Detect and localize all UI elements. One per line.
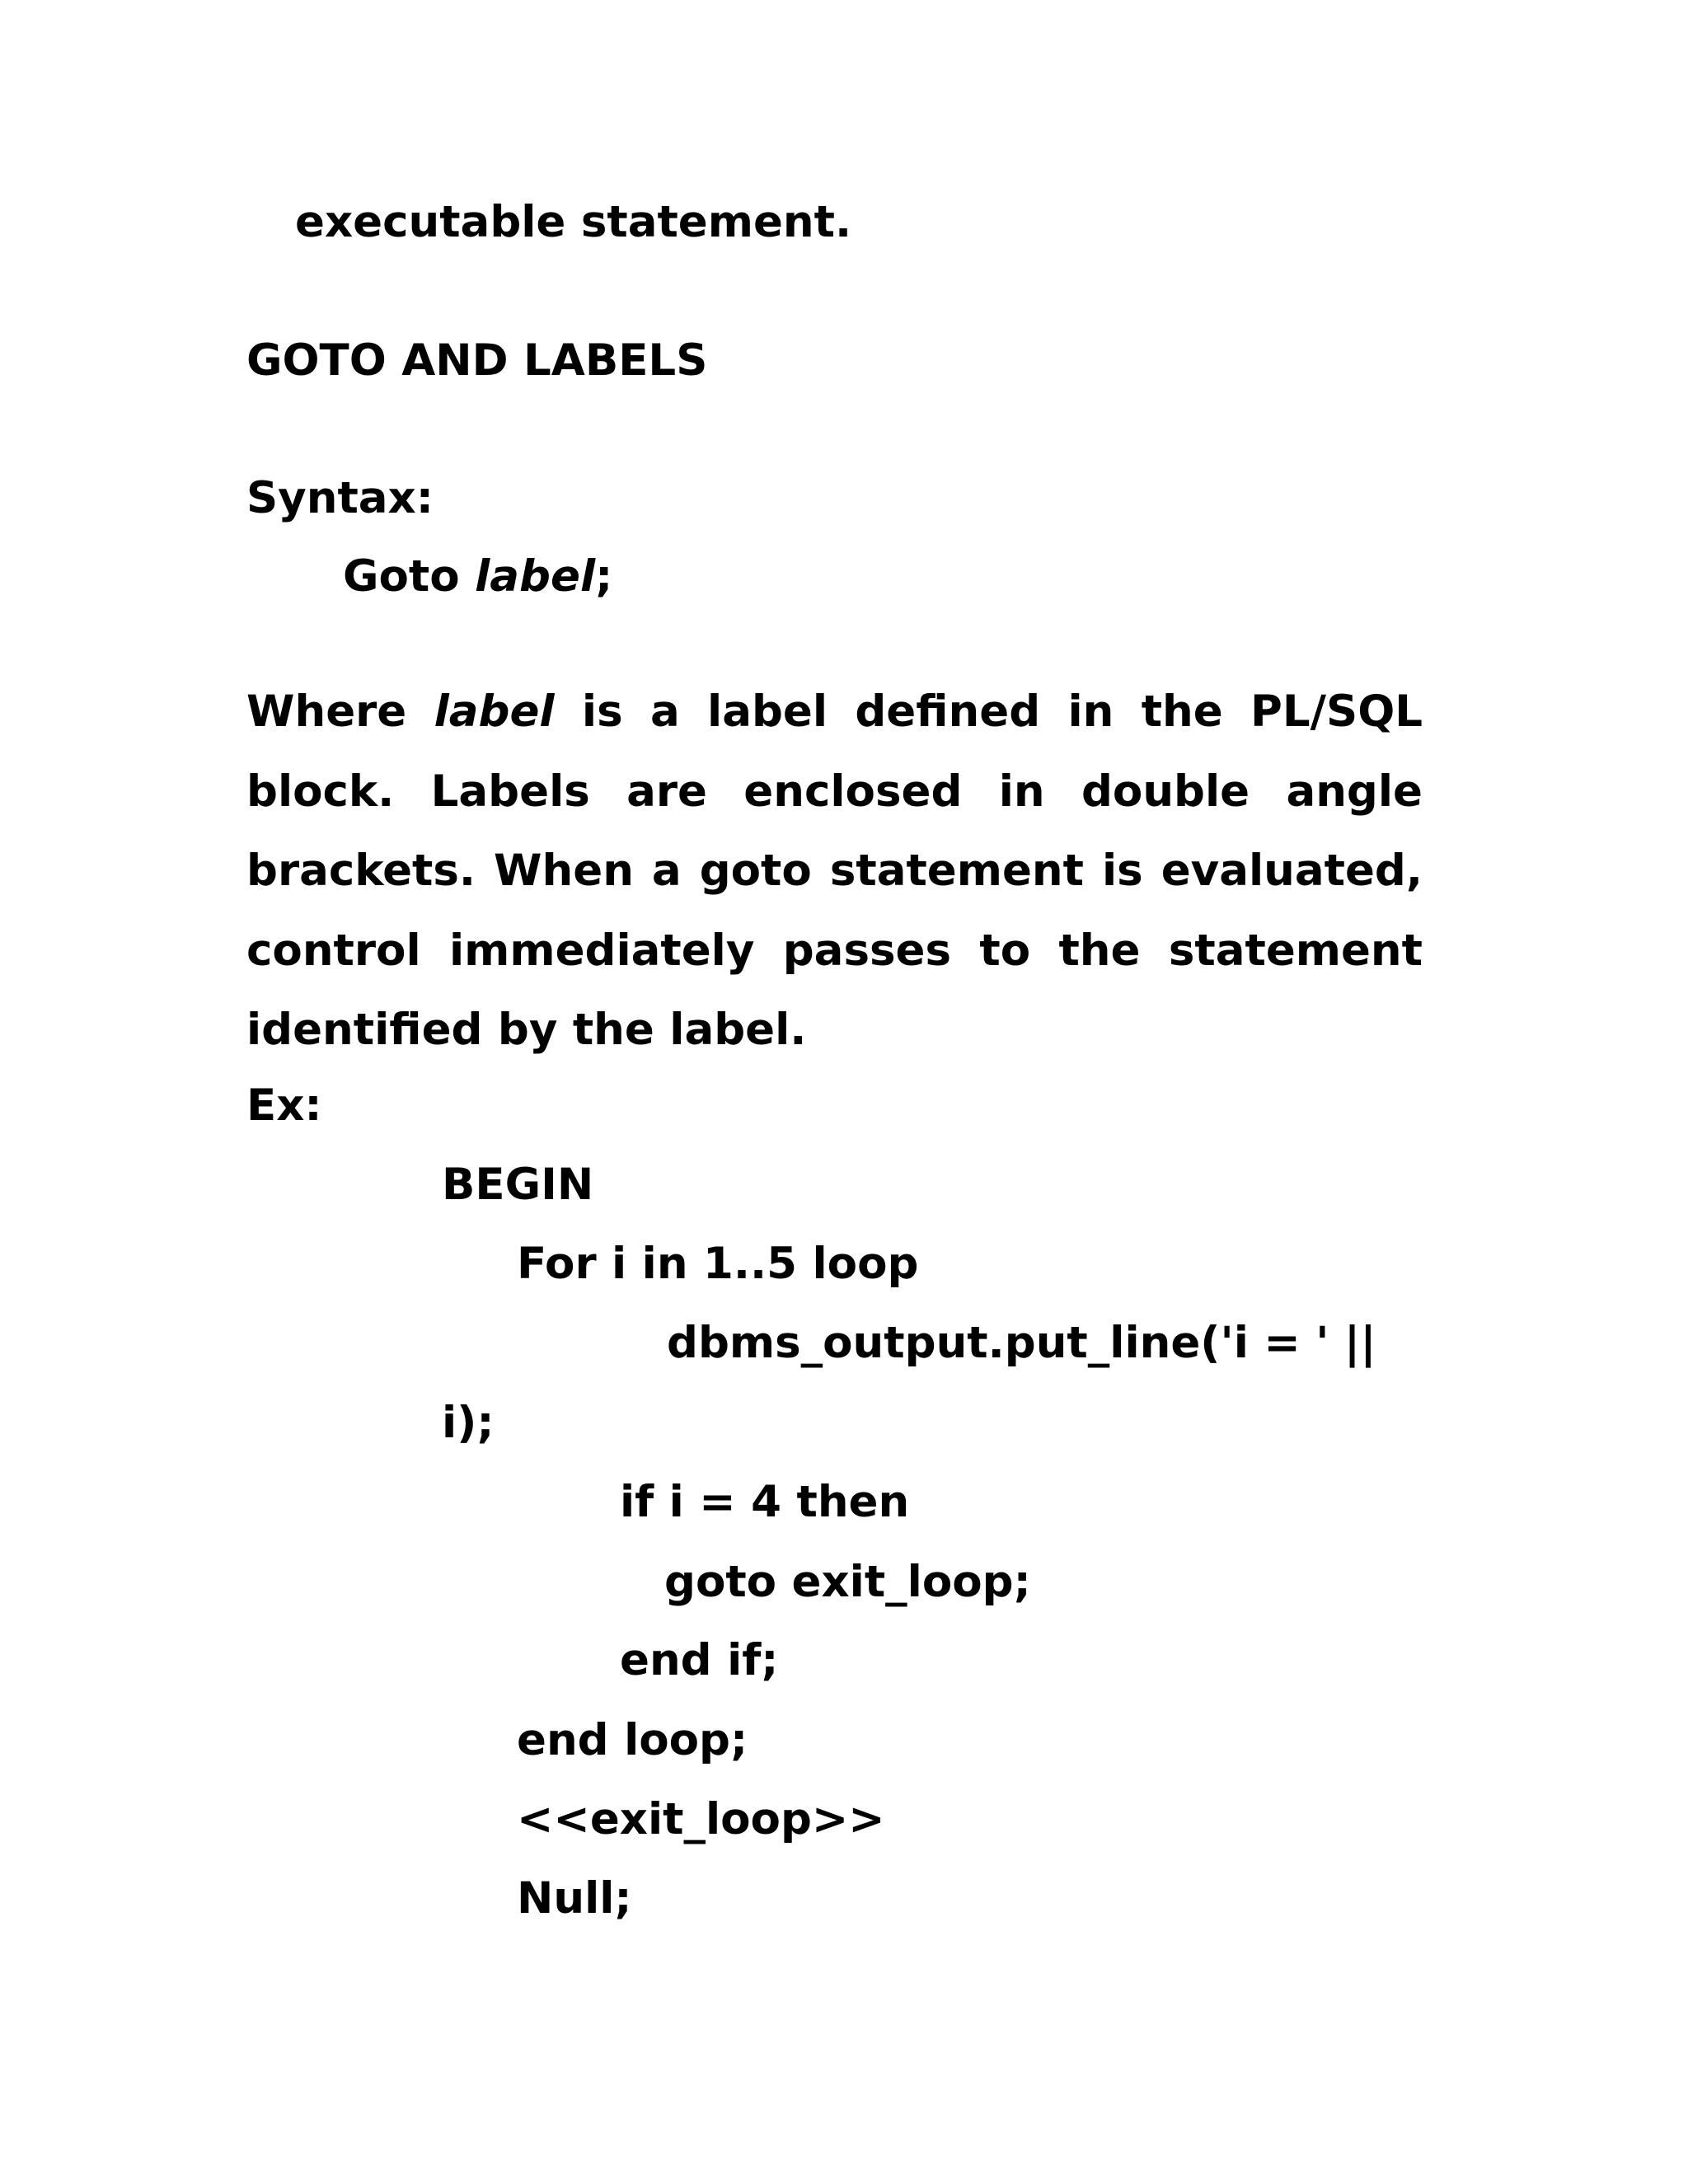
code-line: goto exit_loop;	[664, 1557, 1031, 1607]
description-paragraph	[246, 673, 1423, 1071]
paragraph-line-1: Where label is a label defined in the PL/SQL	[246, 687, 1423, 737]
code-line: For i in 1..5 loop	[517, 1239, 919, 1289]
example-label: Ex:	[246, 1080, 322, 1131]
code-line: BEGIN	[442, 1160, 594, 1210]
section-heading: GOTO AND LABELS	[246, 335, 708, 386]
syntax-keyword: Goto	[343, 551, 460, 602]
code-line: if i = 4 then	[620, 1477, 910, 1527]
syntax-code	[343, 551, 612, 603]
syntax-semicolon: ;	[595, 551, 613, 602]
code-line: dbms_output.put_line('i = ' ||	[667, 1318, 1376, 1368]
syntax-label: Syntax:	[246, 473, 434, 523]
code-line: Null;	[517, 1873, 632, 1924]
code-line: <<exit_loop>>	[517, 1794, 885, 1844]
code-line: end loop;	[517, 1715, 748, 1765]
code-line: i);	[442, 1398, 495, 1448]
code-line: end if;	[620, 1635, 779, 1685]
paragraph-line-4: control immediately passes to the statement	[246, 925, 1423, 976]
paragraph-line-5: identified by the label.	[246, 1005, 807, 1055]
continuation-text: executable statement.	[295, 197, 852, 247]
paragraph-line-2: block. Labels are enclosed in double angle	[246, 766, 1423, 817]
syntax-param: label	[475, 551, 596, 602]
paragraph-line-3: brackets. When a goto statement is evaluated,	[246, 846, 1423, 896]
